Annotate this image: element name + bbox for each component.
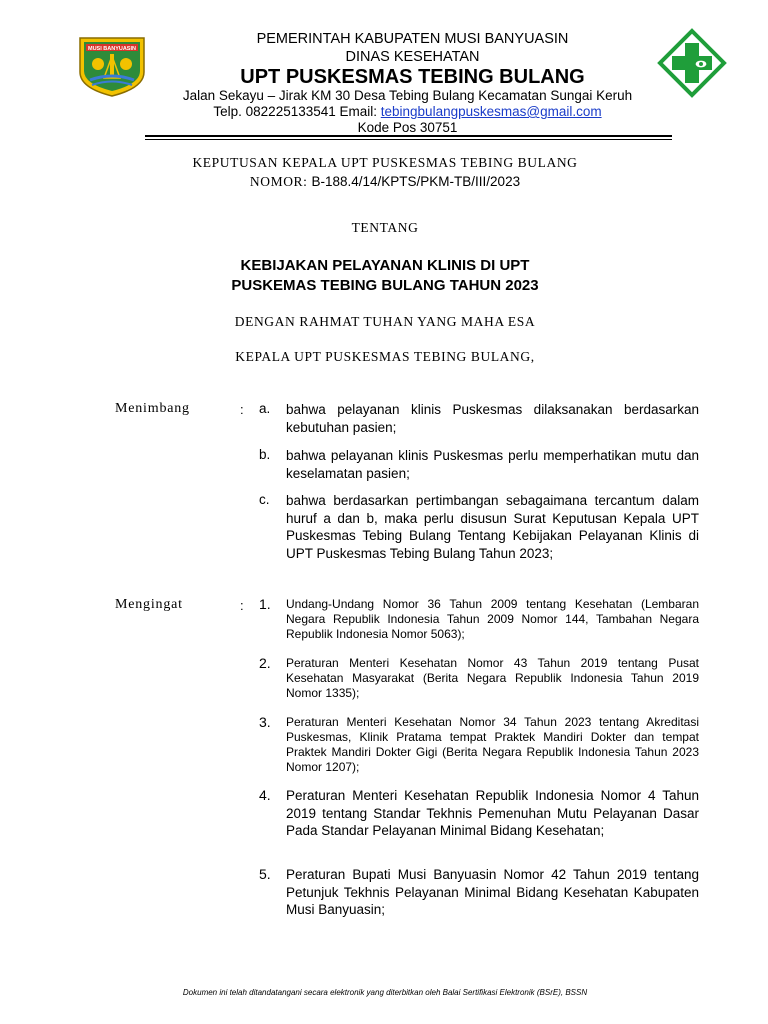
mengingat-marker: 4. <box>259 787 271 803</box>
header-department: DINAS KESEHATAN <box>345 49 480 65</box>
mengingat-item: Undang-Undang Nomor 36 Tahun 2009 tentang Kesehatan (Lembaran Negara Republik Indonesia Tahun 2009 Nomor 144, Tambahan Negara Republik Indonesia Nomor 5063); <box>286 597 699 641</box>
menimbang-item: bahwa pelayanan klinis Puskesmas perlu memperhatikan mutu dan keselamatan pasien; <box>286 448 699 481</box>
menimbang-colon: : <box>240 402 244 417</box>
menimbang-marker: b. <box>259 447 271 462</box>
decree-number-value: B-188.4/14/KPTS/PKM-TB/III/2023 <box>311 174 521 189</box>
mengingat-marker: 3. <box>259 714 271 730</box>
mengingat-item: Peraturan Menteri Kesehatan Nomor 34 Tahun 2023 tentang Akreditasi Puskesmas, Klinik Pratama tempat Praktek Mandiri Dokter dan tempat Praktek Mandiri Dokter Gigi (Berita Negara Republik Indonesia Tahun 2023 Nomor 1207); <box>286 715 699 774</box>
header-postal: Kode Pos 30751 <box>357 120 458 135</box>
decree-about: TENTANG <box>351 220 419 235</box>
decree-head: KEPALA UPT PUSKESMAS TEBING BULANG, <box>235 349 535 364</box>
menimbang-marker: a. <box>259 401 271 416</box>
decree-title: KEPUTUSAN KEPALA UPT PUSKESMAS TEBING BULANG <box>192 155 578 170</box>
decree-number-label: NOMOR: <box>249 174 312 189</box>
mengingat-item: Peraturan Menteri Kesehatan Nomor 43 Tahun 2019 tentang Pusat Kesehatan Masyarakat (Berita Negara Republik Indonesia Tahun 2019 Nomor 1335); <box>286 656 699 700</box>
header-contact <box>140 104 675 120</box>
mengingat-marker: 2. <box>259 655 271 671</box>
header-address: Jalan Sekayu – Jirak KM 30 Desa Tebing Bulang Kecamatan Sungai Keruh <box>182 88 633 103</box>
menimbang-item: bahwa pelayanan klinis Puskesmas dilaksanakan berdasarkan kebutuhan pasien; <box>286 402 699 435</box>
musi-banyuasin-logo <box>76 32 148 98</box>
mengingat-marker: 5. <box>259 866 271 882</box>
svg-text:MUSI BANYUASIN: MUSI BANYUASIN <box>88 46 136 52</box>
header-government: PEMERINTAH KABUPATEN MUSI BANYUASIN <box>256 31 569 47</box>
mengingat-label: Mengingat <box>115 597 183 612</box>
header-divider-thick <box>145 135 672 137</box>
menimbang-label: Menimbang <box>115 401 190 416</box>
mengingat-marker: 1. <box>259 596 271 612</box>
header-divider-thin <box>145 139 672 140</box>
mengingat-item: Peraturan Menteri Kesehatan Republik Indonesia Nomor 4 Tahun 2019 tentang Standar Tekhnis Pemenuhan Mutu Pelayanan Dasar Pada Standar Pelayanan Minimal Bidang Kesehatan; <box>286 788 699 838</box>
menimbang-marker: c. <box>259 492 270 507</box>
mengingat-item: Peraturan Bupati Musi Banyuasin Nomor 42 Tahun 2019 tentang Petunjuk Tekhnis Pelayanan Minimal Bidang Kesehatan Kabupaten Musi Banyuasin; <box>286 867 699 917</box>
header-title: UPT PUSKESMAS TEBING BULANG <box>240 66 585 88</box>
mengingat-colon: : <box>240 598 244 613</box>
footer-note: Dokumen ini telah ditandatangani secara elektronik yang diterbitkan oleh Balai Sertifikasi Elektronik (BSrE), BSSN <box>182 988 588 997</box>
decree-subject-line1: KEBIJAKAN PELAYANAN KLINIS DI UPT <box>240 257 530 274</box>
menimbang-item: bahwa berdasarkan pertimbangan sebagaimana tercantum dalam huruf a dan b, maka perlu disusun Surat Keputusan Kepala UPT Puskesmas Tebing Bulang Tentang Kebijakan Pelayanan Klinis di UPT Puskesmas Tebing Bulang Tahun 2023; <box>286 493 699 561</box>
header-phone: Telp. 082225133541 Email: <box>213 104 381 119</box>
email-link[interactable]: tebingbulangpuskesmas@gmail.com <box>380 104 602 119</box>
decree-subject-line2: PUSKEMAS TEBING BULANG TAHUN 2023 <box>231 277 539 294</box>
decree-number <box>80 174 690 190</box>
decree-blessing: DENGAN RAHMAT TUHAN YANG MAHA ESA <box>234 314 536 329</box>
